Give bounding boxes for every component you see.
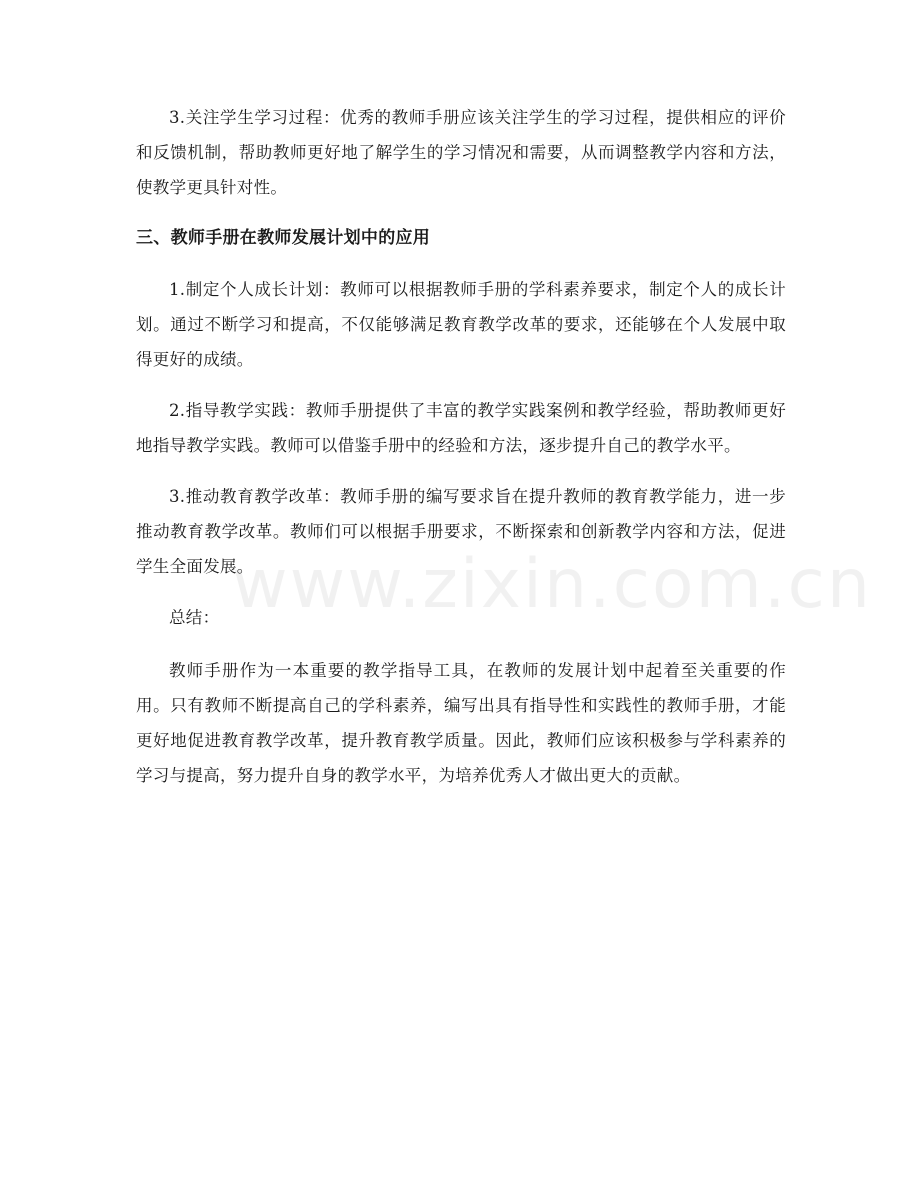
paragraph-focus-learning-process: 3.关注学生学习过程：优秀的教师手册应该关注学生的学习过程，提供相应的评价和反馈机制，帮助教师更好地了解学生的学习情况和需要，从而调整教学内容和方法，使教学更具针对性。 [136, 108, 786, 197]
watermark: www.zixin.com.cn [232, 545, 872, 624]
summary-paragraph: 教师手册作为一本重要的教学指导工具，在教师的发展计划中起着至关重要的作用。只有教师不断提高自己的学科素养，编写出具有指导性和实践性的教师手册，才能更好地促进教育教学改革，提升教育教学质量。因此，教师们应该积极参与学科素养的学习与提高，努力提升自身的教学水平，为培养优秀人才做出更大的贡献。 [136, 661, 786, 785]
list-item-growth-plan: 1.制定个人成长计划：教师可以根据教师手册的学科素养要求，制定个人的成长计划。通过不断学习和提高，不仅能够满足教育教学改革的要求，还能够在个人发展中取得更好的成绩。 [136, 280, 786, 369]
list-item-teaching-practice: 2.指导教学实践：教师手册提供了丰富的教学实践案例和教学经验，帮助教师更好地指导教学实践。教师可以借鉴手册中的经验和方法，逐步提升自己的教学水平。 [136, 401, 786, 455]
document-page [136, 100, 786, 793]
section-heading: 三、教师手册在教师发展计划中的应用 [136, 228, 431, 248]
summary-label: 总结： [169, 608, 220, 627]
list-item-education-reform: 3.推动教育教学改革：教师手册的编写要求旨在提升教师的教育教学能力，进一步推动教育教学改革。教师们可以根据手册要求，不断探索和创新教学内容和方法，促进学生全面发展。 [136, 487, 786, 576]
